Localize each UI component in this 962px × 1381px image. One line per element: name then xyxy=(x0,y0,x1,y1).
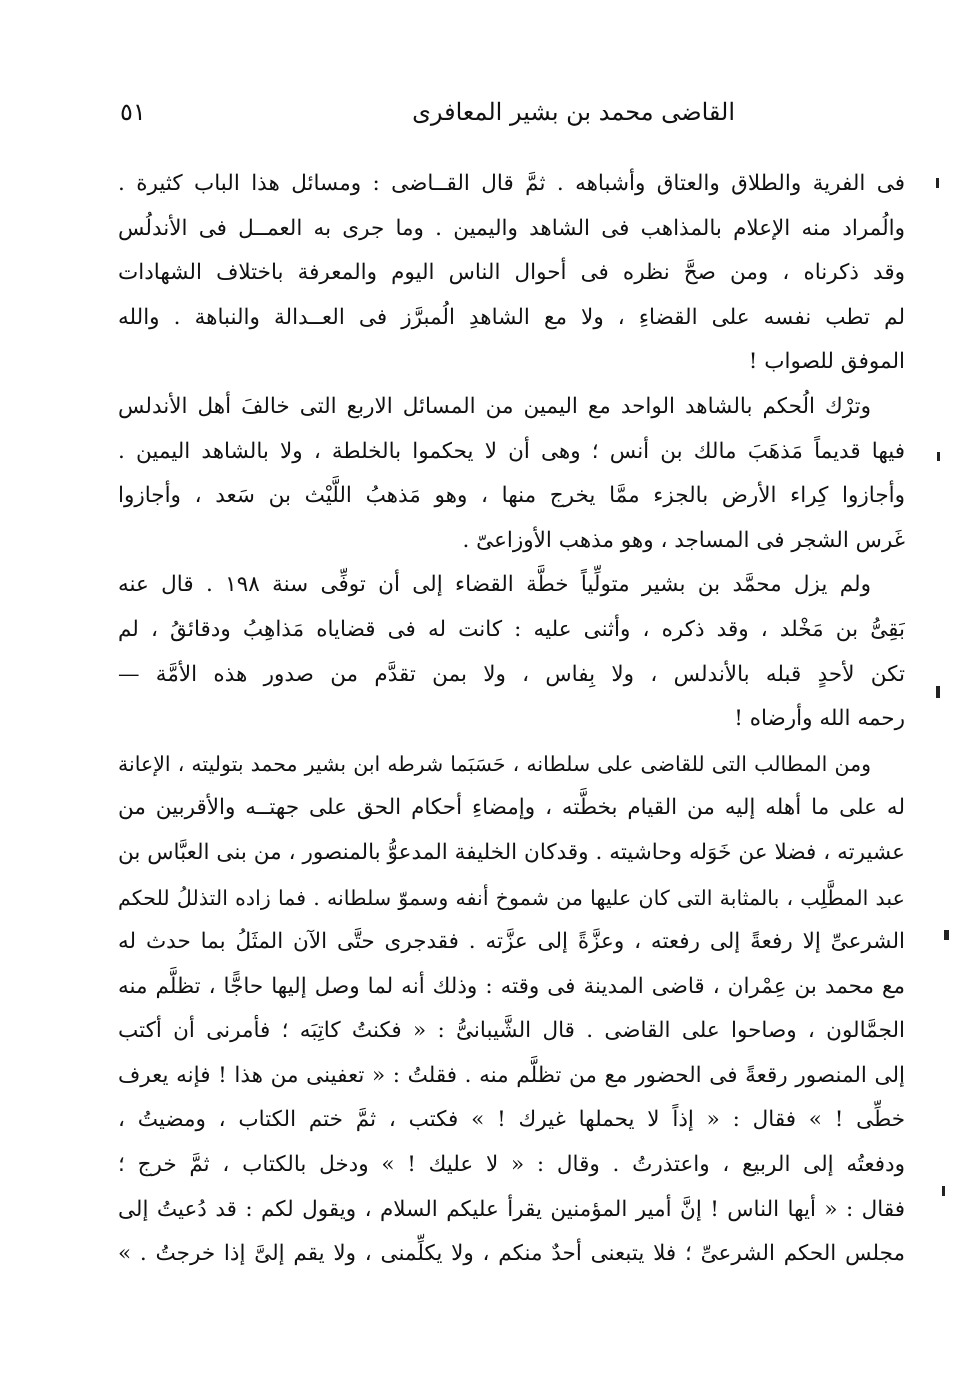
text-line: مجلس الحكم الشرعىِّ ؛ فلا يتبعنى أحدٌ منكم ، ولا يكلِّمنى ، ولا يقم إلىَّ إذا خرجتُ . » xyxy=(118,1241,905,1267)
text-line: له على ما أهله إليه من القيام بخطَّته ، وإمضاءِ أحكام الحق على جهتــه والأقربين من xyxy=(118,795,905,821)
text-line: وأجازوا كِراء الأرض بالجزء ممَّا يخرج منها ، وهو مَذهبُ اللَّيْث بن سَعد ، وأجازوا xyxy=(118,483,905,509)
text-line: لم تطب نفسه على القضاءِ ، ولا مع الشاهدِ الُمبرَّز فى العــدالة والنباهة . والله xyxy=(118,304,905,330)
text-line: والُمراد منه الإعلام بالمذاهب فى الشاهد واليمين . وما جرى به العمــل فى الأندلُس xyxy=(118,215,905,241)
page-header xyxy=(120,92,905,132)
margin-mark xyxy=(936,178,939,188)
margin-mark xyxy=(936,686,940,698)
margin-mark xyxy=(937,452,940,461)
page-number: ٥١ xyxy=(120,98,146,126)
text-line: فى الفرية والطلاق والعتاق وأشباهه . ثمَّ قال القــاضى : ومسائل هذا الباب كثيرة . xyxy=(118,171,905,196)
text-line: الجمَّالون ، وصاحوا على القاضى . قال الشَّيبانىُّ : « فكنتُ كاتِبَه ؛ فأمرنى أن أكتب xyxy=(118,1018,905,1044)
text-line: وقد ذكرناه ، ومن صحَّ نظره فى أحوال الناس اليوم والمعرفة باختلاف الشهادات xyxy=(118,260,905,286)
text-line: غَرس الشجر فى المساجد ، وهو مذهب الأوزاعىّ . xyxy=(462,527,905,553)
text-line: تكن لأحدٍ قبله بالأندلس ، ولا بِفاس ، ولا بمن تقدَّم من صدور هذه الأمَّة — xyxy=(118,661,905,687)
text-line: مع محمد بن عِمْران ، قاضى المدينة فى وقته : وذلك أنه لما وصل إليها حاجًّا ، تظلَّم منه xyxy=(118,973,905,999)
text-line: خطِّى ! » فقال : « إذاً لا يحملها غيرك ! » فكتب ، ثمَّ ختم الكتاب ، ومضيتُ ، xyxy=(118,1107,905,1133)
text-line: رحمه الله وأرضاه ! xyxy=(734,706,905,732)
paragraph-1 xyxy=(118,162,905,385)
text-line: وترْك الُحكم بالشاهد الواحد مع اليمين من المسائل الاربع التى خالفَ أهل الأندلس xyxy=(118,393,871,419)
body-text xyxy=(118,162,905,1277)
margin-mark xyxy=(942,1186,945,1196)
margin-mark xyxy=(944,930,949,940)
text-line: فقال : « أيها الناس ! إنَّ أمير المؤمنين يقرأ عليكم السلام ، ويقول لكم : قد دُعيتُ إلى xyxy=(118,1196,905,1222)
text-line: الشرعىِّ إلا رفعةً إلى رفعته ، وعزَّةً إلى عزَّته . فقدجرى حتَّى الآن المثَلُ بما حدث له xyxy=(118,929,905,955)
paragraph-2 xyxy=(118,385,905,563)
text-line: بَقِىُّ بن مَخْلد ، وقد ذكره ، وأثنى عليه : كانت له فى قضاياه مَذاهِبُ ودقائقُ ، لم xyxy=(118,616,905,642)
paragraph-4 xyxy=(118,742,905,1277)
text-line: ومن المطالب التى للقاضى على سلطانه ، حَسَبَما شرطه ابن بشير محمد بتوليته ، الإعانة xyxy=(118,751,871,776)
text-line: إلى المنصور رقعةً فى الحضور مع من تظلَّم منه . فقلتُ : « تعفينى من هذا ! فإنه يعرف xyxy=(118,1062,905,1088)
text-line: عبد المطَّلِب ، بالمثابة التى كان عليها من شموخ أنفه وسموّ سلطانه . فما زاده التذللُ للحكم xyxy=(118,885,905,910)
paragraph-3 xyxy=(118,563,905,741)
running-title: القاضى محمد بن بشير المعافرى xyxy=(412,98,735,126)
text-line: عشيرته ، فضلا عن خَوَله وحاشيته . وقدكان الخليفة المدعوُّ بالمنصور ، من بنى العبَّاس بن xyxy=(118,839,905,865)
text-line: ولم يزل محمَّد بن بشير متولِّياً خطَّة القضاء إلى أن توفِّى سنة ١٩٨ . قال عنه xyxy=(118,572,871,598)
text-line: فيها قديماً مَذهَبَ مالك بن أنس ؛ وهى أن لا يحكموا بالخلطة ، ولا بالشاهد اليمين . xyxy=(118,438,905,464)
text-line: ودفعتُه إلى الربيع ، واعتذرتُ . وقال : « لا عليك ! » ودخل بالكتاب ، ثمَّ خرج ؛ xyxy=(118,1152,905,1178)
text-line: الموفق للصواب ! xyxy=(748,349,905,375)
